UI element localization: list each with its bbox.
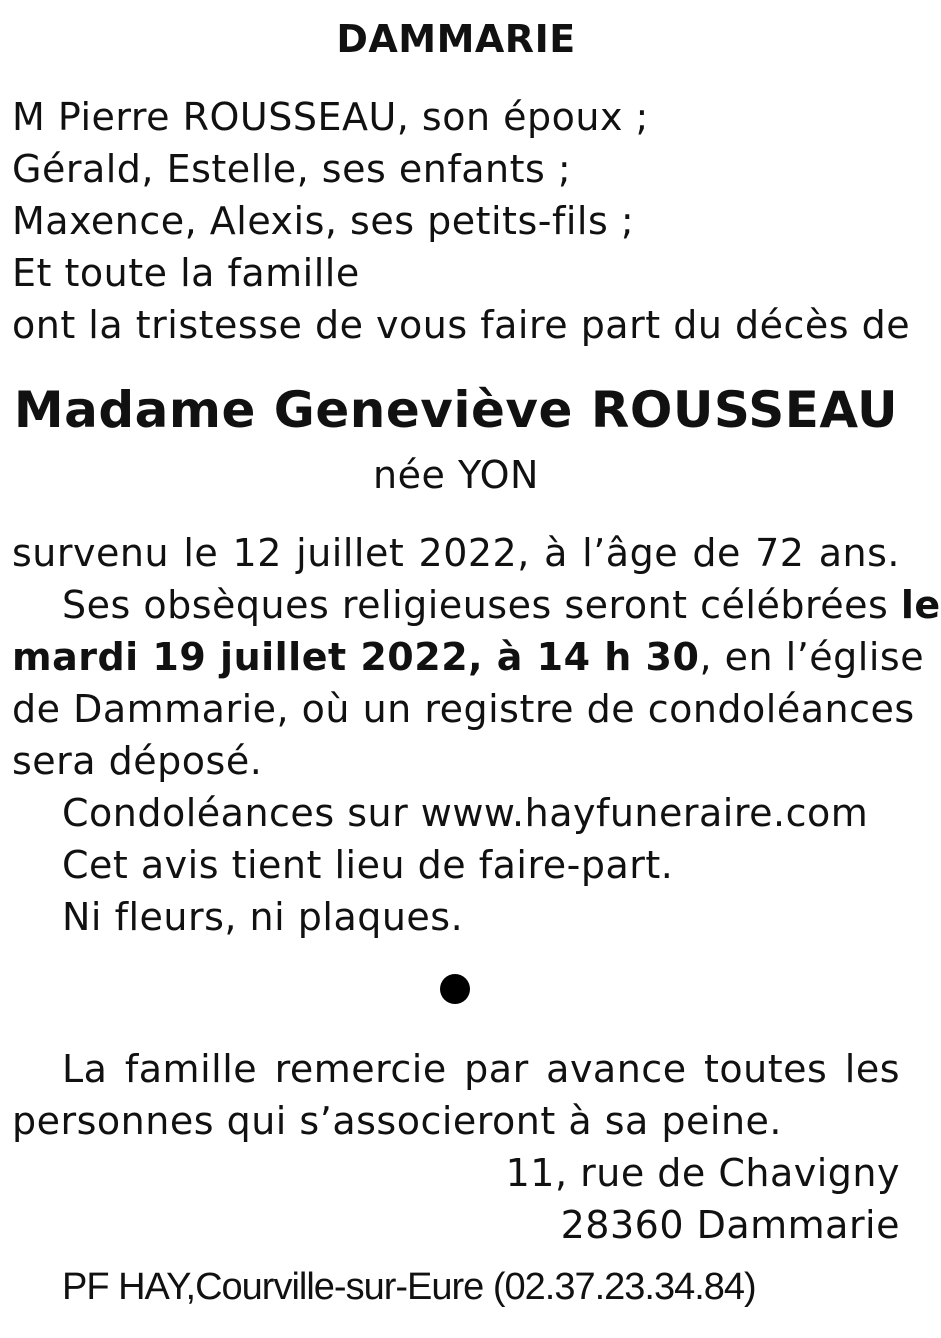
town-heading: DAMMARIE xyxy=(336,17,576,61)
separator-bullet xyxy=(440,974,470,1004)
ceremony-line-1 xyxy=(12,580,941,630)
funeral-home: PF HAY,Courville-sur-Eure (02.37.23.34.84) xyxy=(62,1266,756,1308)
ceremony-line-2 xyxy=(12,632,925,682)
announcement-line: ont la tristesse de vous faire part du décès de xyxy=(12,303,911,347)
thanks-line-2: personnes qui s’associeront à sa peine. xyxy=(12,1099,782,1143)
address-city: 28360 Dammarie xyxy=(560,1203,900,1247)
family-line-children: Gérald, Estelle, ses enfants ; xyxy=(12,147,572,191)
ceremony-date: mardi 19 juillet 2022, à 14 h 30 xyxy=(12,635,700,679)
ceremony-place: , en l’église xyxy=(699,635,925,679)
ceremony-line-3: de Dammarie, où un registre de condoléances xyxy=(12,687,915,731)
family-line-grandchildren: Maxence, Alexis, ses petits-fils ; xyxy=(12,199,635,243)
death-date-line: survenu le 12 juillet 2022, à l’âge de 72 ans. xyxy=(12,531,900,575)
no-flowers-note: Ni fleurs, ni plaques. xyxy=(62,895,464,939)
family-line-spouse: M Pierre ROUSSEAU, son époux ; xyxy=(12,95,649,139)
notice-faire-part: Cet avis tient lieu de faire-part. xyxy=(62,843,674,887)
ceremony-date-start: le xyxy=(900,583,941,627)
ceremony-text: Ses obsèques religieuses seront célébrées xyxy=(62,583,901,627)
maiden-name: née YON xyxy=(373,453,539,497)
deceased-name: Madame Geneviève ROUSSEAU xyxy=(13,381,899,439)
address-street: 11, rue de Chavigny xyxy=(505,1151,900,1195)
thanks-line-1: La famille remercie par avance toutes les xyxy=(62,1047,900,1091)
ceremony-line-4: sera déposé. xyxy=(12,739,263,783)
condolences-website: Condoléances sur www.hayfuneraire.com xyxy=(62,791,869,835)
family-line-all: Et toute la famille xyxy=(12,251,360,295)
